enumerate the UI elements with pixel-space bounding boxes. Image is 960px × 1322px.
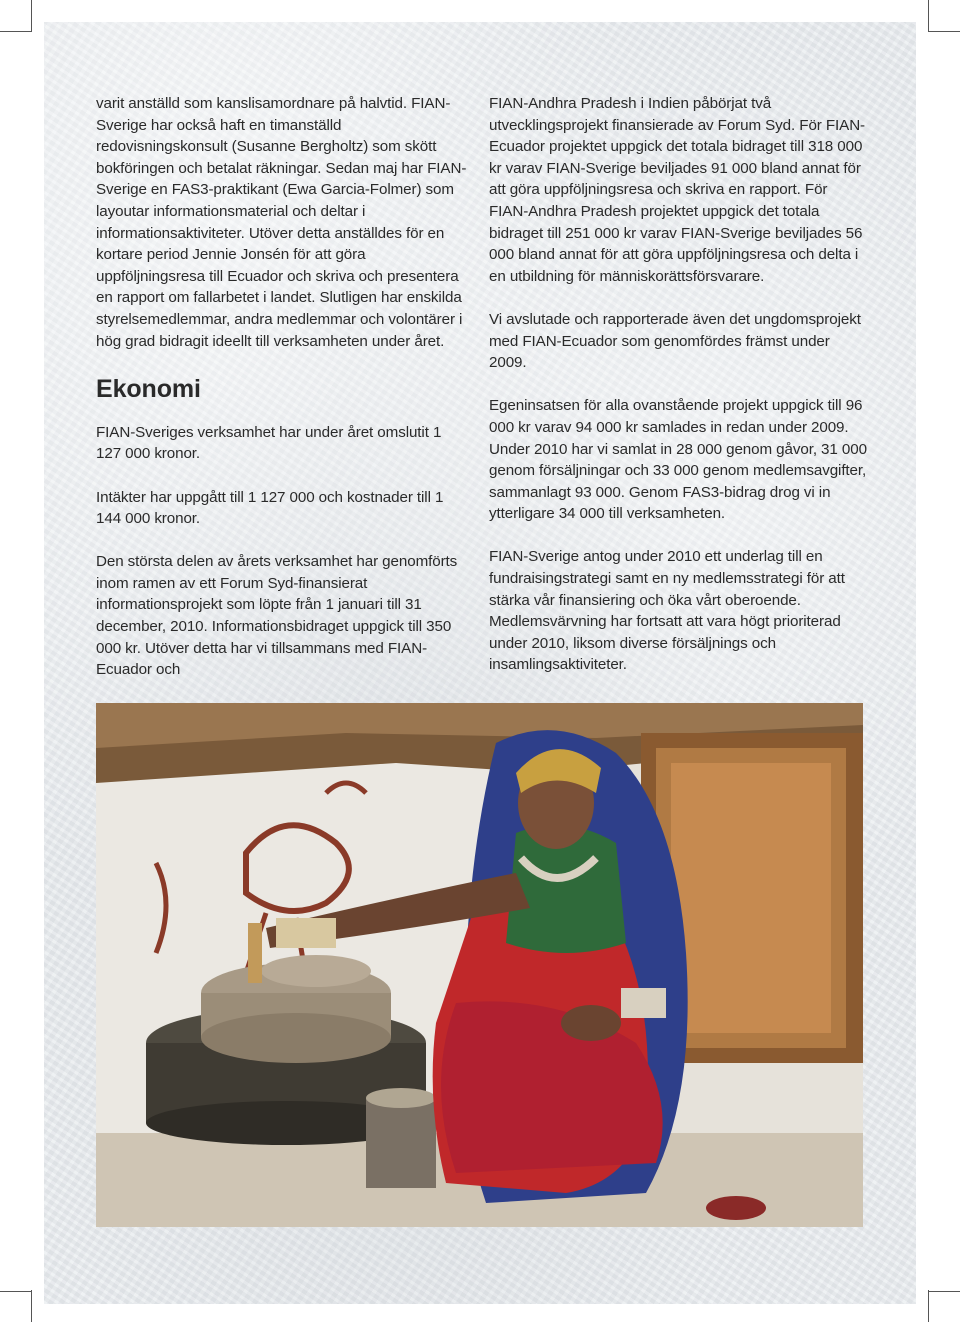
left-column (96, 93, 470, 702)
body-paragraph: FIAN-Sverige antog under 2010 ett underlag till en fundraisingstrategi samt en ny medlemsstrategi för att stärka vår finansiering och öka vårt oberoende. Medlemsvärvning har fortsatt att vara högt prioriterad under 2010, liksom diverse försäljnings och insamlingsaktiviteter. (489, 548, 845, 674)
body-paragraph: FIAN-Andhra Pradesh i Indien påbörjat två utvecklingsprojekt finansierade av Forum Syd. För FIAN-Ecuador projektet uppgick det totala bidraget till 318 000 kr varav FIAN-Sverige beviljades 91 000 bland annat för att göra uppföljningsresa och skriva en rapport. För FIAN-Andhra Pradesh projektet uppgick det totala bidraget till 251 000 kr varav FIAN-Sverige beviljades 56 000 bland annat för att göra uppföljningsresa och delta i en utbildning för människorättsförsvarare. (489, 95, 866, 285)
crop-mark (928, 1290, 929, 1322)
crop-mark (31, 0, 32, 32)
body-paragraph: Egeninsatsen för alla ovanstående projekt uppgick till 96 000 kr varav 94 000 kr samlades in redan under 2009. Under 2010 har vi samlat in 28 000 genom gåvor, 31 000 genom försäljningar och 33 000 genom medlemsavgifter, sammanlagt 93 000. Genom FAS3-bidrag drog vi in ytterligare 34 000 till verksamheten. (489, 397, 867, 523)
photo-woman-grinding-grain (96, 703, 863, 1227)
body-paragraph: Den största delen av årets verksamhet har genomförts inom ramen av ett Forum Syd-finansierat informationsprojekt som löpte från 1 januari till 31 december, 2010. Informationsbidraget uppgick till 350 000 kr. Utöver detta har vi tillsammans med FIAN-Ecuador och (96, 553, 458, 679)
section-heading: Ekonomi (96, 374, 201, 403)
body-paragraph: Vi avslutade och rapporterade även det ungdomsprojekt med FIAN-Ecuador som genomfördes främst under 2009. (489, 310, 861, 372)
crop-mark (0, 1291, 32, 1292)
crop-mark (928, 1291, 960, 1292)
crop-mark (928, 31, 960, 32)
right-column (489, 93, 869, 698)
body-paragraph: varit anställd som kanslisamordnare på halvtid. FIAN-Sverige har också haft en timanställd redovisningskonsult (Susanne Bergholtz) som skött bokföringen och betalat räkningar. Sedan maj har FIAN-Sverige en FAS3-praktikant (Ewa Garcia-Folmer) som layoutar informationsmaterial och deltar i informationsaktiviteter. Utöver detta anställdes för en kortare period Jennie Jonsén för att göra uppföljningsresa till Ecuador och skriva och presentera en rapport om fallarbetet i landet. Slutligen har enskilda styrelsemedlemmar, andra medlemmar och volontärer i hög grad bidragit ideellt till verksamheten under året. (96, 95, 467, 350)
body-paragraph: Intäkter har uppgått till 1 127 000 och kostnader till 1 144 000 kronor. (96, 488, 444, 528)
body-paragraph: FIAN-Sveriges verksamhet har under året omslutit 1 127 000 kronor. (96, 423, 442, 463)
crop-mark (0, 31, 32, 32)
crop-mark (31, 1290, 32, 1322)
crop-mark (928, 0, 929, 32)
photo-illustration (96, 703, 863, 1227)
